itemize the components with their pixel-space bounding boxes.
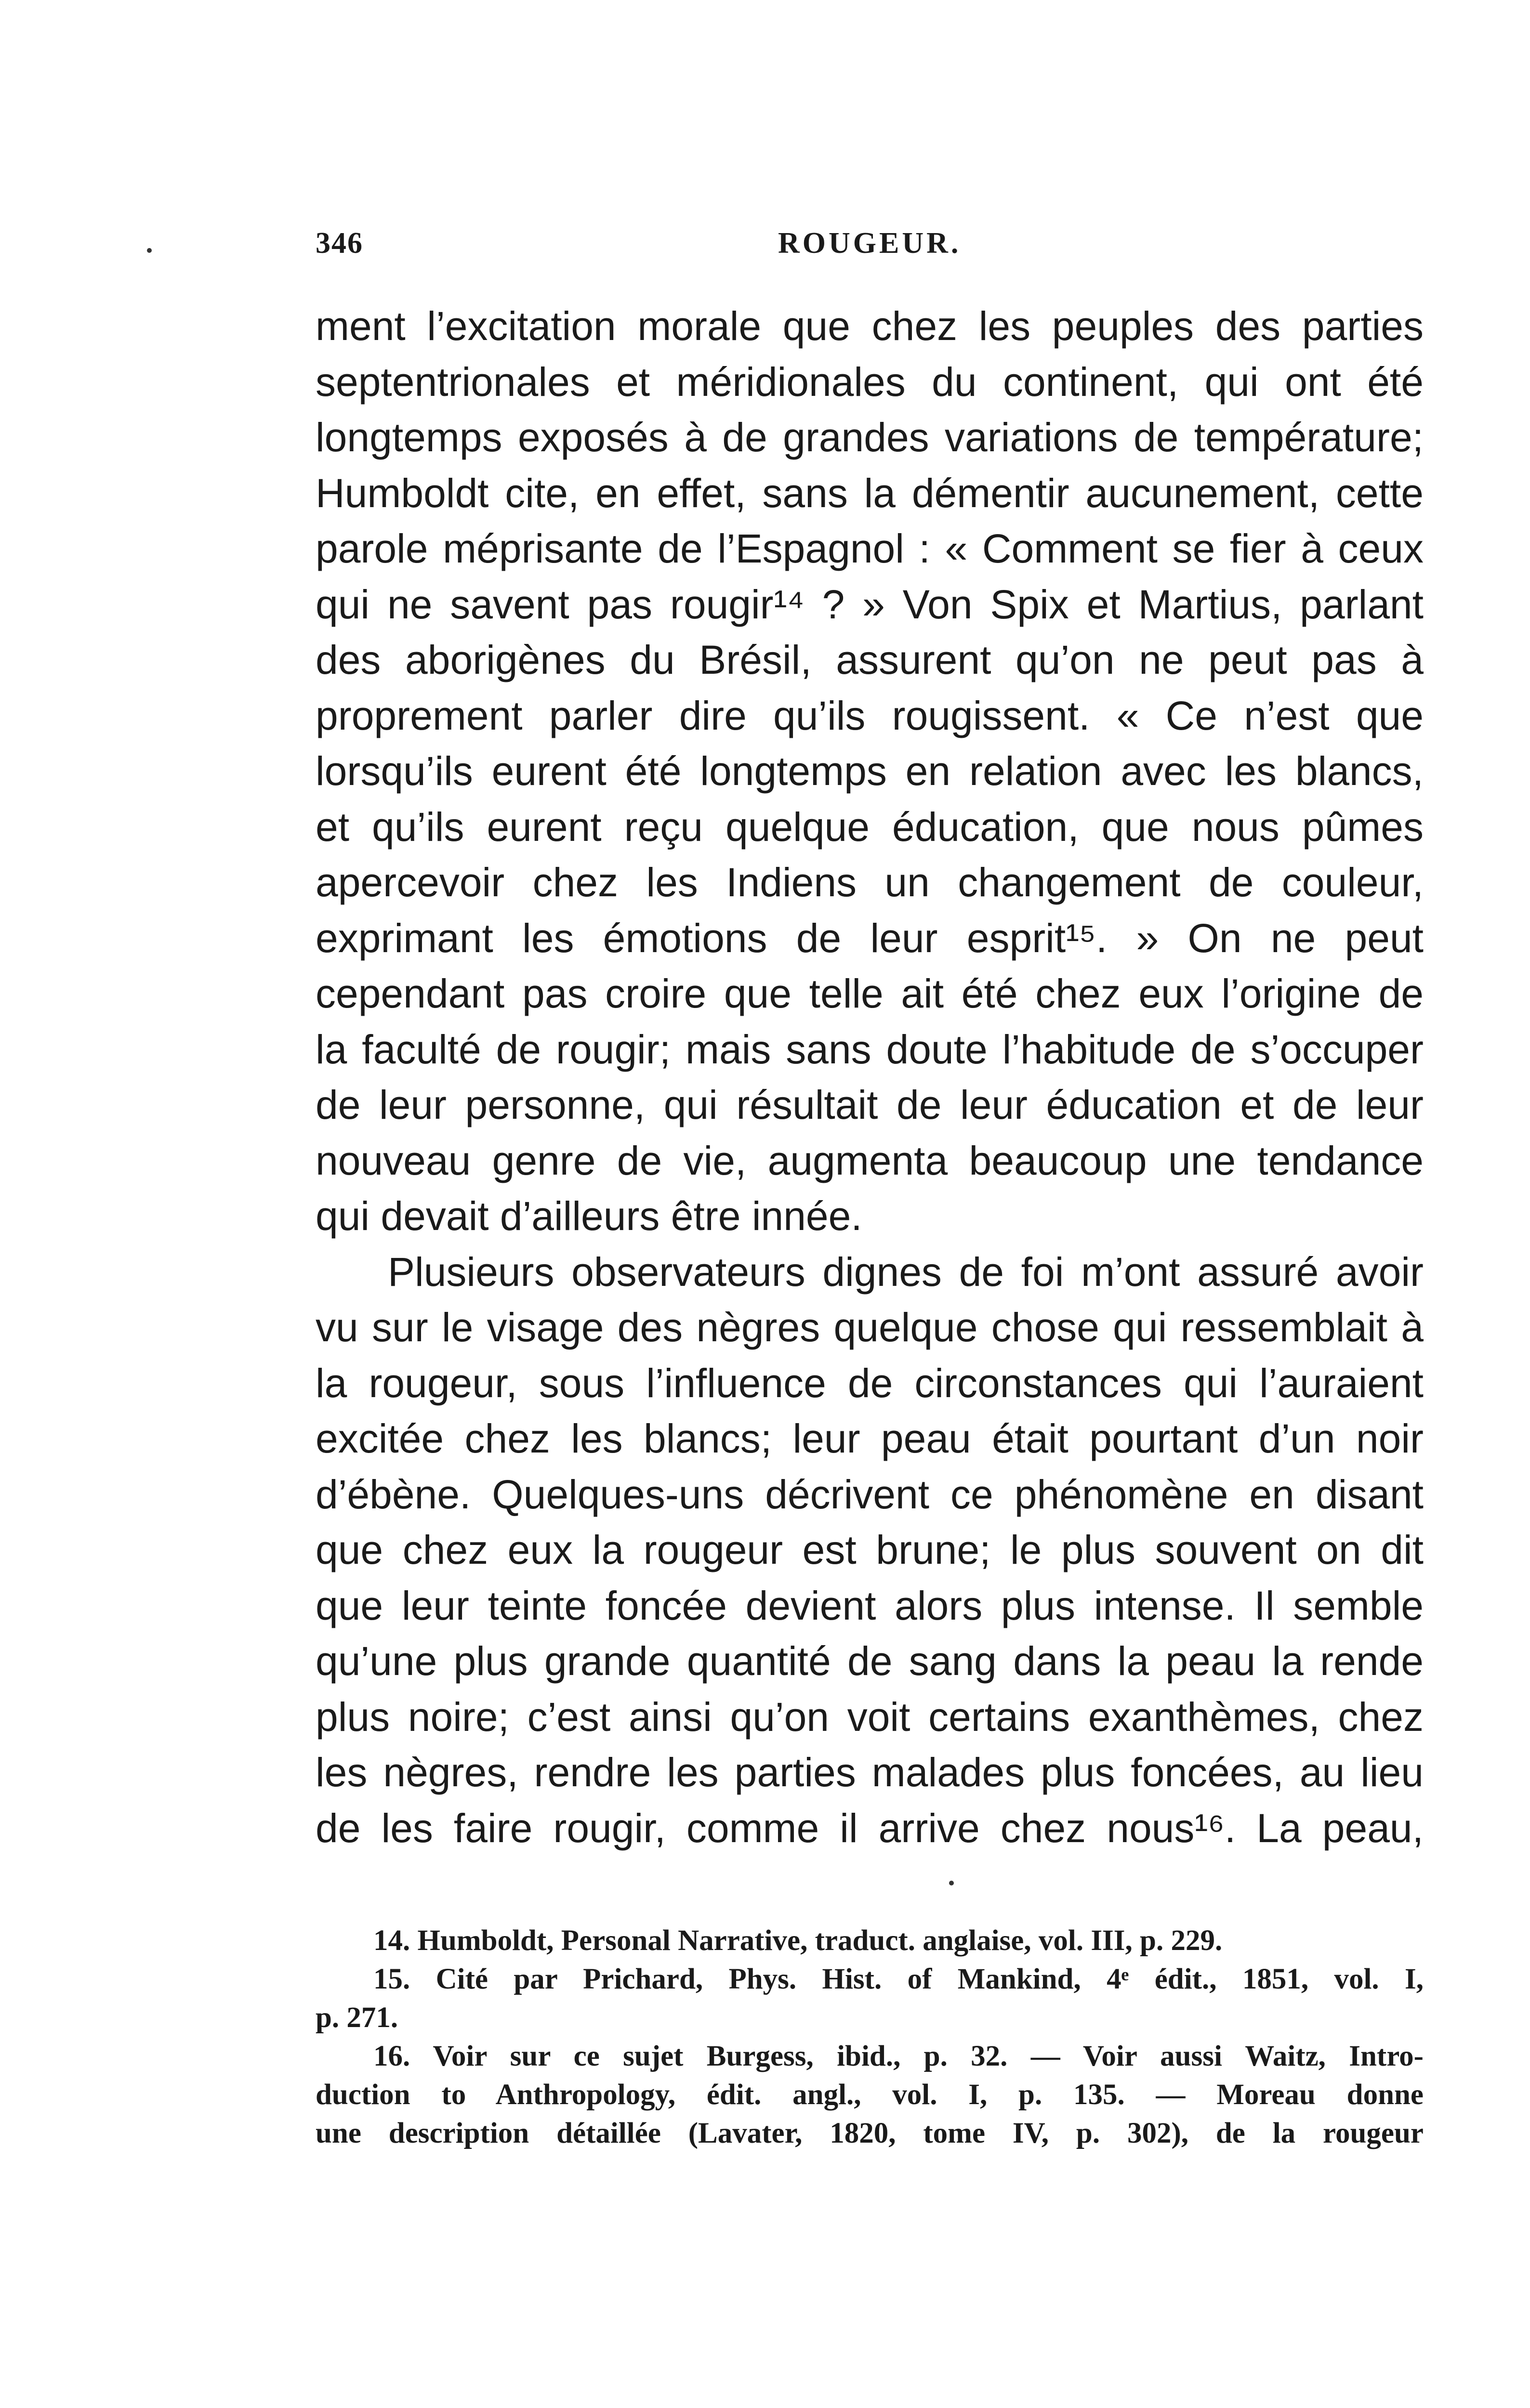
footnote-15: 15. Cité par Prichard, Phys. Hist. of Mankind, 4ᵉ édit., 1851, vol. I, [373,1963,1424,1995]
body-line: de les faire rougir, comme il arrive chez nous¹⁶. La peau, [316,1805,1424,1851]
body-line: nouveau genre de vie, augmenta beaucoup une tendance [316,1138,1424,1183]
running-title: ROUGEUR. [778,227,962,260]
body-line: qu’une plus grande quantité de sang dans la peau la rende [316,1638,1424,1684]
footnote-14: 14. Humboldt, Personal Narrative, traduct. anglaise, vol. III, p. 229. [373,1924,1223,1957]
body-line: les nègres, rendre les parties malades plus foncées, au lieu [316,1750,1424,1795]
body-line: parole méprisante de l’Espagnol : « Comment se fier à ceux [316,526,1424,571]
scan-speck [147,248,152,253]
body-line: d’ébène. Quelques-uns décrivent ce phénomène en disant [316,1471,1424,1517]
paragraph-end-line: qui devait d’ailleurs être innée. [316,1193,862,1239]
body-line: proprement parler dire qu’ils rougissent. « Ce n’est que [316,693,1424,738]
body-line: ment l’excitation morale que chez les peuples des parties [316,303,1424,349]
body-line: vu sur le visage des nègres quelque chose qui ressemblait à [316,1305,1424,1350]
body-line: qui ne savent pas rougir¹⁴ ? » Von Spix et Martius, parlant [316,581,1424,627]
body-line: Humboldt cite, en effet, sans la démentir aucunement, cette [316,470,1424,516]
body-line: apercevoir chez les Indiens un changement de couleur, [316,860,1424,905]
body-line: excitée chez les blancs; leur peau était pourtant d’un noir [316,1416,1424,1461]
body-text [316,299,1424,1856]
body-line: lorsqu’ils eurent été longtemps en relation avec les blancs, [316,748,1424,794]
body-line: et qu’ils eurent reçu quelque éducation, que nous pûmes [316,804,1424,850]
body-line: cependant pas croire que telle ait été chez eux l’origine de [316,971,1424,1016]
body-line: exprimant les émotions de leur esprit¹⁵. » On ne peut [316,915,1424,961]
page-number: 346 [316,227,363,260]
body-line: la rougeur, sous l’influence de circonstances qui l’auraient [316,1360,1424,1406]
body-line: que leur teinte foncée devient alors plus intense. Il semble [316,1583,1424,1628]
body-line: longtemps exposés à de grandes variations de température; [316,415,1424,460]
body-line: que chez eux la rougeur est brune; le plus souvent on dit [316,1527,1424,1572]
body-line: la faculté de rougir; mais sans doute l’habitude de s’occuper [316,1026,1424,1072]
footnotes [316,1922,1424,2153]
page-header [316,226,1424,265]
body-line: plus noire; c’est ainsi qu’on voit certains exanthèmes, chez [316,1694,1424,1740]
body-line: de leur personne, qui résultait de leur éducation et de leur [316,1082,1424,1127]
footnote-16: 16. Voir sur ce sujet Burgess, ibid., p. 32. — Voir aussi Waitz, Intro- [373,2040,1424,2072]
scan-speck [949,1881,954,1885]
paragraph-start-line: Plusieurs observateurs dignes de foi m’ont assuré avoir [388,1249,1424,1295]
footnote-16-continued: duction to Anthropology, édit. angl., vol. I, p. 135. — Moreau donne [316,2079,1424,2111]
body-line: septentrionales et méridionales du continent, qui ont été [316,359,1424,405]
footnote-15-continued: p. 271. [316,2002,398,2034]
body-line: des aborigènes du Brésil, assurent qu’on ne peut pas à [316,637,1424,682]
footnote-16-continued: une description détaillée (Lavater, 1820, tome IV, p. 302), de la rougeur [316,2117,1424,2149]
